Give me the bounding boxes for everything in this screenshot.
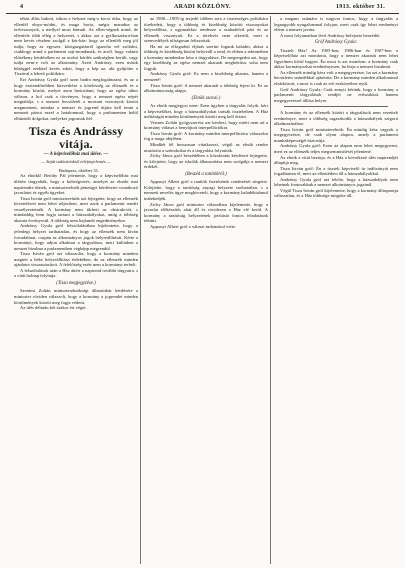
paragraph: Apponyi Albert gróf a tanítók fizetésének rendezését sürgette. Kifejtette, hogy a tanítóság anyagi helyzete tarthatatlan, s a nemzeti nevelés ügye megköveteli, hogy a kormány haladéktalanul intézkedjék.: [144, 179, 268, 201]
paragraph: A kormány és az ellenzék között a tárgyalások nem vezettek eredményre, mert a többség ragaszkodik a házszabályok szigorú alkalmazásához.: [274, 110, 398, 127]
paragraph: Vermes Zoltán gyógyszerész azt kérdezi, hogy miért nem ad a kormány választ a benyújtott interpellációkra.: [144, 119, 268, 131]
paragraph: Tisza István gróf azt válaszolta, hogy a kormány mindent megtett a béke helyreállítása érdekében, de az ellenzék minden ajánlatot visszautasított. A felelősség ezért nem a kormányt terheli.: [14, 251, 138, 268]
paragraph: Végül Tisza István gróf kijelentette, hogy a kormány álláspontja változatlan, és a Ház többsége mögötte áll.: [274, 187, 398, 199]
paragraph: Andrássy Gyula gróf: Ezen az alapon nem lehet megegyezni, mert ez az ellenzék teljes megsemmisítését jelentené.: [274, 143, 398, 155]
paragraph: Mindkét fél hosszasan vitatkozott, végül az elnök rendre utasította a szónokokat és a tárgyalást folytatták.: [144, 142, 268, 153]
section-divider: [284, 106, 388, 107]
paragraph: Ha mi az elfogadott eljárás szerint fogunk haladni, akkor a többség és kisebbség között helyreáll a rend, és ebben a tekintetben a kormány mindenkor kész a tárgyalásra. De megengedni azt, hogy egy kisebbség az egész nemzet akaratát megbénítsa, soha nem fogjuk.: [144, 43, 268, 71]
paragraph: Az ellenzék mindig kész volt a megegyezésre, ha azt a kormány becsületes szándékkal ajánlotta. De a kormány minden alkalommal elzárkózott, s most is csak az erő eszközeihez nyúl.: [274, 69, 398, 87]
column-3: [274, 16, 398, 564]
paragraph: A felszólalások után a Ház áttért a napirend további tárgyaira, s a vitát holnap folytatja.: [14, 267, 138, 279]
paragraph: Az elnöklő Beöthy Pál jelentette, hogy a képviselőház mai ülésén tárgyalták, hogy a költségvetés, amelyet az elnöki mai napirendre tűztek, a miniszterelnök pénzügyi kérdéseire vonatkozó javaslatot és egyéb ügyeket.: [14, 173, 138, 196]
paragraph: Gróf Andrássy Gyula: Csak annyit kérünk, hogy a kormány a parlamenti tárgyalások rendjét ne erőszakkal, hanem megegyezéssel állítsa helyre.: [274, 86, 398, 103]
paragraph: Andrássy Gyula gróf: Ez nem a kisebbség akarata, hanem a nemzeté!: [144, 71, 268, 83]
section-subheading: (Tisza megjegyzése.): [56, 280, 96, 286]
page-number: 4: [20, 4, 24, 10]
section-subheading: (Beszéd a tanítókról.): [185, 171, 227, 177]
page-header: [6, 2, 399, 14]
paragraph: Andrássy Gyula gróf felszólalásában kijelentette, hogy a jelenlegi helyzet tarthatatlan, és hogy az ellenzék nem kíván forradalmat, csupán az alkotmányos jogok helyreállítását. Kérte a kormányt, hogy adjon alkalmat a tárgyalásra, mert különben a nemzet bizalma a parlamentben végképp megrendül.: [14, 223, 138, 251]
paragraph: az 1900—1905-ig terjedő időben arra a tisztességes politikára törekedett, hogy a többség és kisebbség közötti viszonyokat helyreállítsa, s ugyanakkor rendezze a szabadelvű párt és az ellenzék viszonyait. Ez a törekvés nem sikerült, mert a szenvedélyek túlságosan felizzottak.: [144, 16, 268, 44]
section-subheading: (Elnök szavai.): [191, 95, 221, 101]
paragraph: Ezt Andrássy Gyula gróf azon hadra megfogalmazni, és az a hogy esztendősebben közvetítése a kötelesség az ellenzék és a kormány között, melyet azon biztosítani, hogy az egész tábor váltson, a hol csak a törvényes, hogy a nemzet egész népét megtalálja, s a nemzet becsületét a mostani viszonyok között megmenteni, mindaz a nemzet és jogrend útjára kell tenni a nemzeti pártot ezzel a hatalommal, hogy a parlamenten belül elhúzódó dolgokat, melyeket jogosnak ítél.: [14, 77, 138, 121]
paragraph: Tisza István gróf miniszterelnök: Én mindig kész vagyok a megegyezésre, de csak olyan alapon, amely a parlament munkaképességét biztosítja.: [274, 126, 398, 143]
correspondent-line: — Saját tudósítónktól telefonjelentés —: [41, 159, 111, 165]
paragraph: Tisza István gróf: Én a tisztelt képviselő úr indítványát nem fogadhatom el, mert az ellentétben áll a házszabályokkal.: [274, 165, 398, 177]
article-subheadline: — A képviselőház mai ülése. —: [43, 152, 109, 158]
paragraph: Apponyi Albert gróf a választ tudomásul vette.: [150, 223, 237, 229]
header-rule: [6, 13, 399, 14]
paragraph: Szentesi Zoltán miniszterelnökségi államtitkár kérdésére a miniszter röviden válaszolt, hogy a kormány a jogrendet minden körülmények között meg fogja védeni.: [14, 288, 138, 305]
paragraph: Zichy János gróf beszédében a közoktatás kérdéseit fejtegette, és kifejtette, hogy az iskolák államosítása nem szolgálja a nemzet érdekét.: [144, 153, 268, 170]
article-headline: Tisza és Andrássy vitája.: [28, 124, 124, 152]
dateline: Budapest, október 31.: [58, 167, 100, 173]
masthead-title: ARADI KÖZLÖNY.: [174, 4, 231, 10]
speaker-heading: Gróf Andrássy Gyula:: [314, 40, 358, 46]
paragraph: Tisza István gróf: A kormány minden interpellációra válaszolni fog a maga idejében.: [144, 130, 268, 142]
column-1: [14, 16, 138, 564]
paragraph: A most folyamatban lévő Andrássy befejezte beszédét.: [280, 32, 381, 38]
paragraph: Tisza István gróf miniszterelnök azt fejtegette, hogy az ellenzék követeléseit nem lehet teljesíteni, mert azok a parlamenti rendet veszélyeztetnék. A kormány nem tűrheti az obstrukciót, s mindaddig fenn fogja tartani a házszabályokat, amíg a többség akarata érvényesül. A többség nem hajlandó engedményekre.: [14, 195, 138, 223]
paragraph: Az elnök megjegyzi ezen: Ezen ügyben a tárgyalás folyik, kéri a képviselőket, hogy a házszabályokat tartsák tiszteletben. A Ház méltóságát minden körülmények között meg kell őrizni.: [144, 103, 268, 120]
paragraph: Tisztelt Ház! Az 1905-ben, 1906-ban és 1907-ben a képviselőház azt mondotta, hogy a nemzet akaratát nem lehet figyelmen kívül hagyni. Én most is azt mondom: a kormány csak akkor kormányozhat eredményesen, ha bírja a nemzet bizalmát.: [274, 47, 398, 70]
paragraph: Az ülés délután két órakor ért véget.: [20, 305, 87, 311]
paragraph: Andrássy Gyula gróf azt felelte, hogy a házszabályok nem lehetnek fontosabbak a nemzet alkotmányos jogainál.: [274, 176, 398, 188]
issue-date: 1913. október 31.: [336, 4, 385, 10]
paragraph: a magam számára is nagyon fontos, hogy a tárgyalás a legnagyobb nyugalommal folyjon, mert csak így lehet eredményt elérni a nemzet javára.: [274, 16, 398, 33]
paragraph: Tisza István gróf: A nemzet akaratát a többség fejezi ki. Ez az alkotmányosság alapja.: [144, 82, 268, 94]
paragraph: Zichy János gróf miniszter válaszában kijelentette, hogy a javaslat előkészítés alatt áll és rövidesen a Ház elé kerül. A kormány a tanítóság helyzetének javítását fontos feladatának tekinti.: [144, 201, 268, 224]
column-divider: [140, 16, 141, 564]
paragraph: tékás állás bukott, titkon a helyzet meg-a kocsi útba, hogy az ellenfél elnyo-módni, és maga borta, mégis maradna az erőviszonyok, a mellyel most bámult. Az ellen-ségnek mind, de ellenfele több ellég a helyzetet, s akkor azt a gyilkosztásra-ban nem kevés részben szolgál a kór-ház: hogy az ellenfélt meg jól tudja, hogy az egyszer, közigazgatásról igazolta vel szólalni, csakhogy mind a parlament sajt-mondanak, és arról, hogy valami előzékeny kérdésében ez az utolsó kérdés szükségben került, vagy tudja nem-e volt az alkotmány. Azért Andrássy, ezen másik hűséggel ezekkel kevés adott, hogy a kép az, aki gyűjtötte a Tiszával a lehető politikára.: [14, 16, 138, 77]
column-2: [144, 16, 268, 564]
column-divider: [270, 16, 271, 564]
paragraph: Az elnök a vitát bezárja, és a Ház a következő ülés napirendjét állapítja meg.: [274, 154, 398, 166]
